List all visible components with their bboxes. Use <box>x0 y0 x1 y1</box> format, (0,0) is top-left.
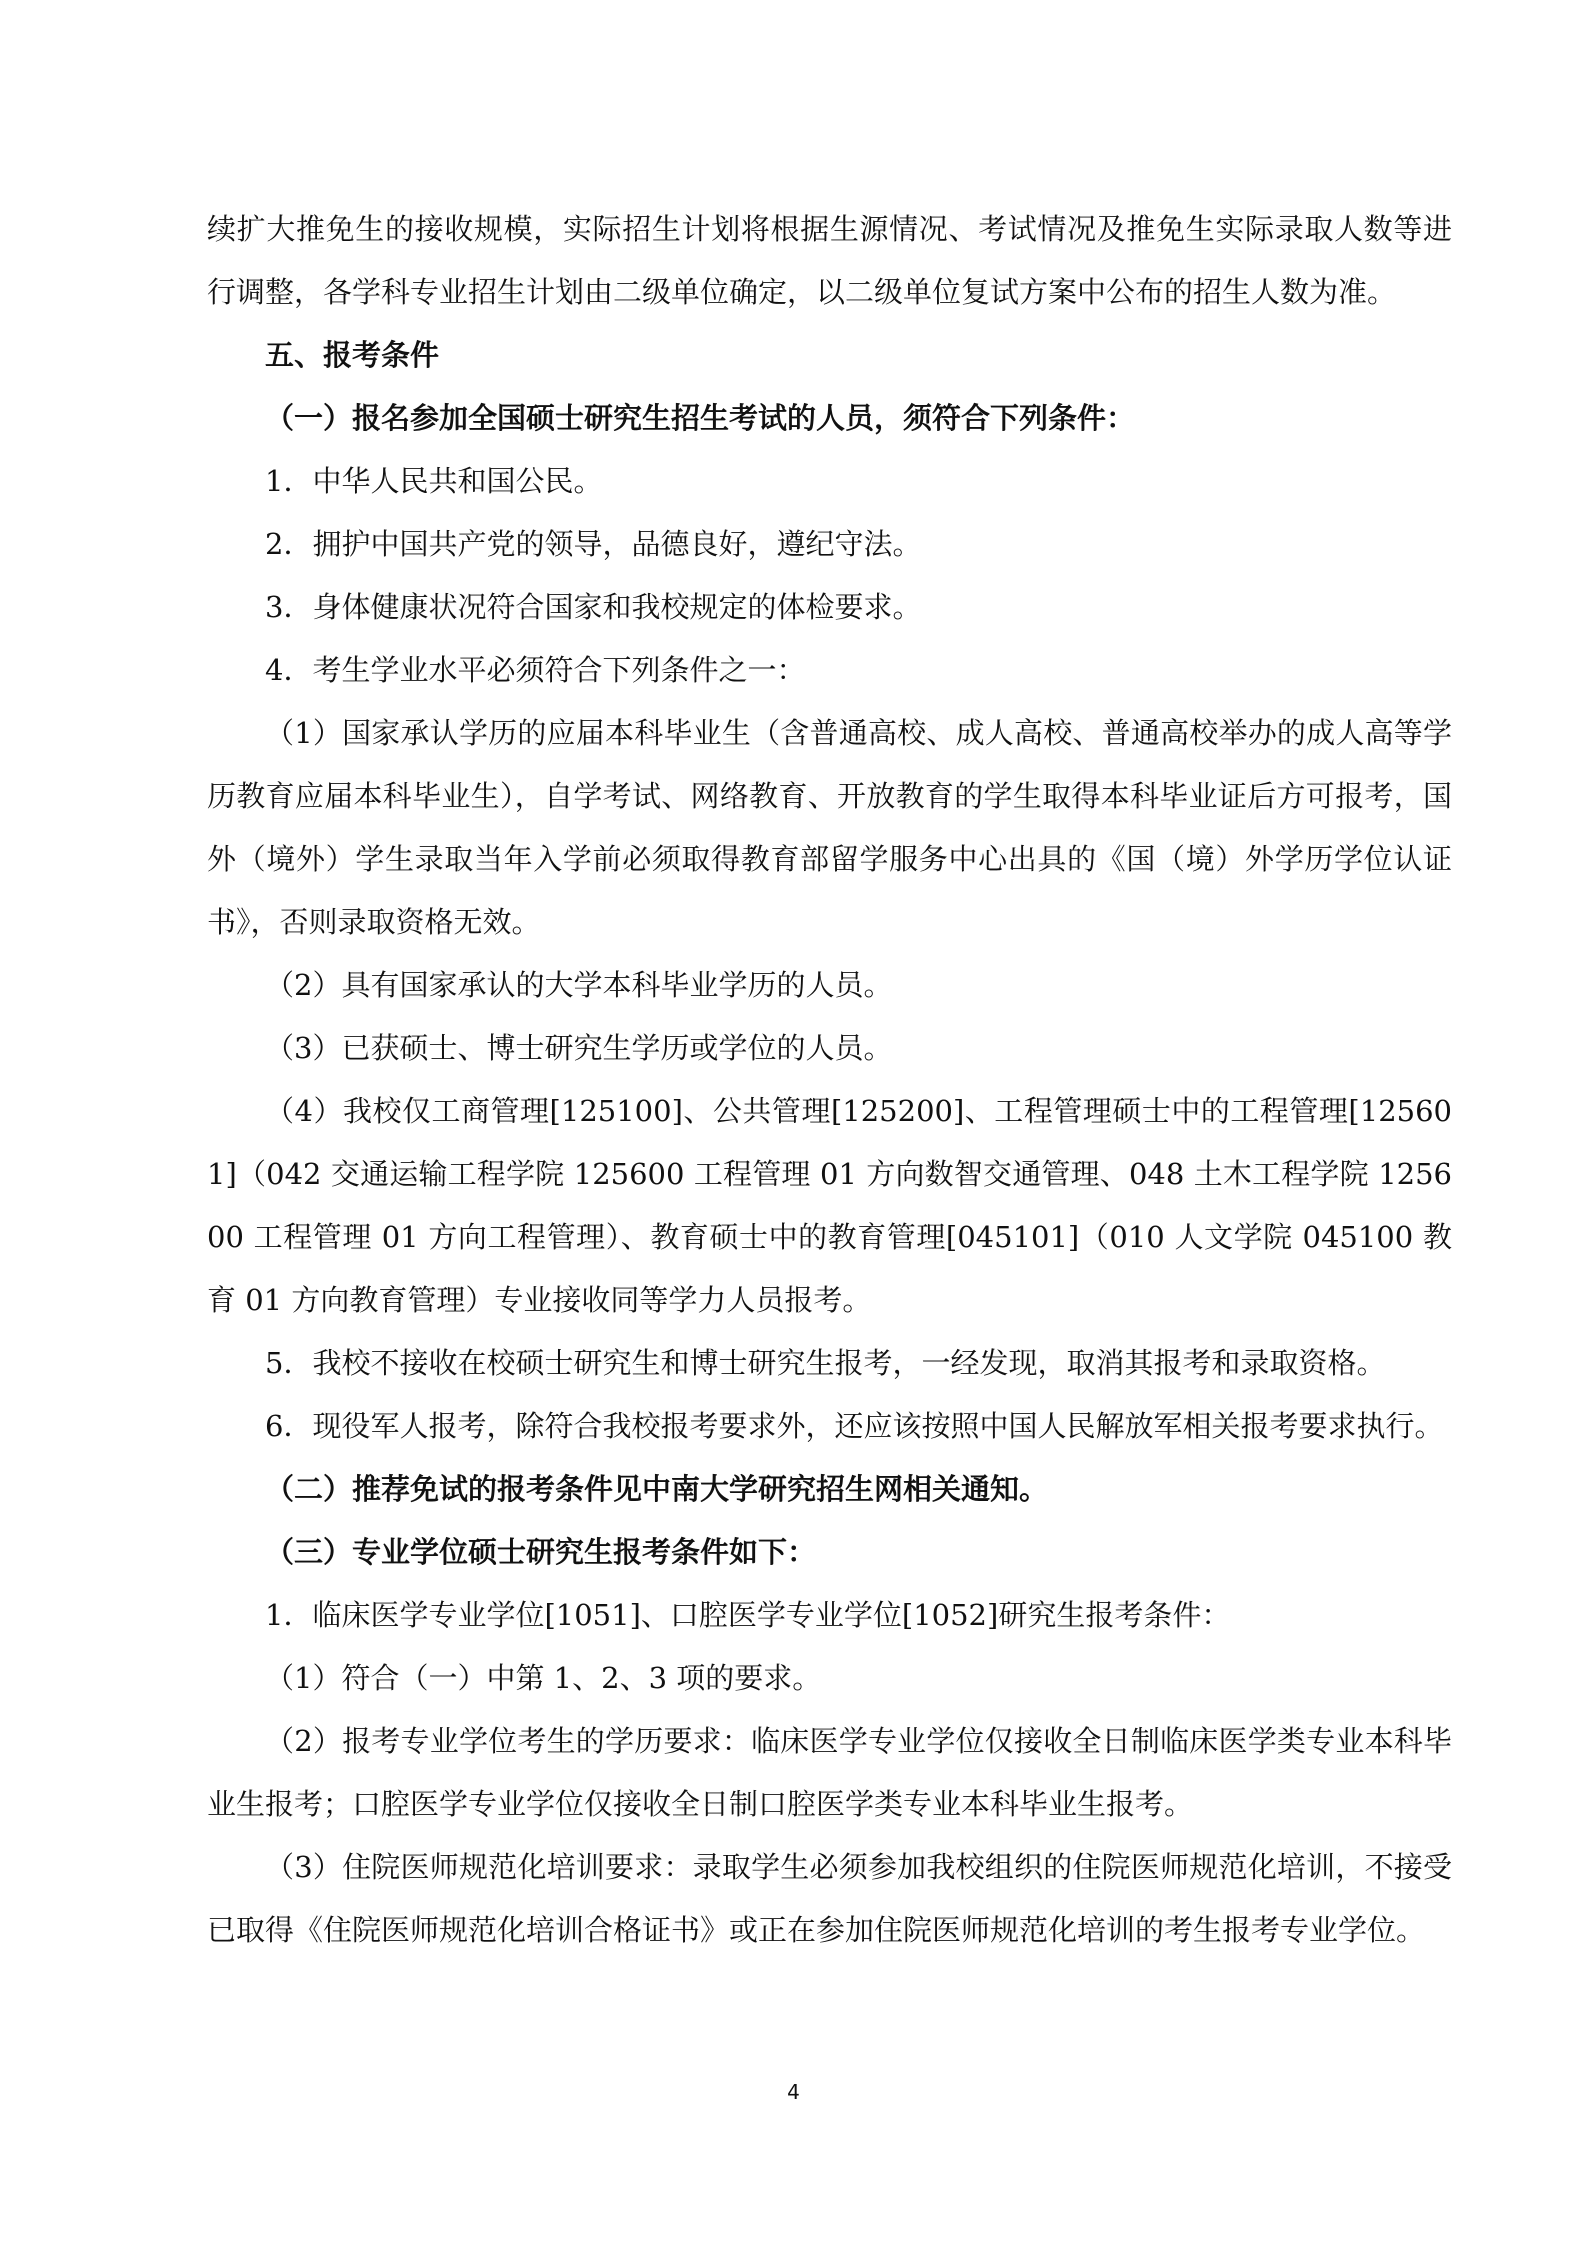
condition-medical-degrees: 1．临床医学专业学位[1051]、口腔医学专业学位[1052]研究生报考条件： <box>265 1598 1231 1632</box>
condition-medical-2: （2）报考专业学位考生的学历要求：临床医学专业学位仅接收全日制临床医学类专业本科毕业生报考；口腔医学专业学位仅接收全日制口腔医学类专业本科毕业生报考。 <box>207 1724 1452 1821</box>
section-heading-application-conditions: 五、报考条件 <box>265 338 440 372</box>
condition-academic-3: （3）已获硕士、博士研究生学历或学位的人员。 <box>265 1031 893 1065</box>
condition-conduct: 2．拥护中国共产党的领导，品德良好，遵纪守法。 <box>265 527 922 561</box>
condition-health: 3．身体健康状况符合国家和我校规定的体检要求。 <box>265 590 922 624</box>
subheading-national-exam-conditions: （一）报名参加全国硕士研究生招生考试的人员，须符合下列条件： <box>265 401 1136 435</box>
condition-academic-1: （1）国家承认学历的应届本科毕业生（含普通高校、成人高校、普通高校举办的成人高等学历教育应届本科毕业生），自学考试、网络教育、开放教育的学生取得本科毕业证后方可报考，国外（境外）学生录取当年入学前必须取得教育部留学服务中心出具的《国（境）外学历学位认证书》，否则录取资格无效。 <box>207 716 1452 939</box>
paragraph-continued-plan-note: 续扩大推免生的接收规模，实际招生计划将根据生源情况、考试情况及推免生实际录取人数等进行调整，各学科专业招生计划由二级单位确定，以二级单位复试方案中公布的招生人数为准。 <box>207 212 1452 309</box>
page-number: 4 <box>787 2080 800 2104</box>
condition-no-current-students: 5．我校不接收在校硕士研究生和博士研究生报考，一经发现，取消其报考和录取资格。 <box>265 1346 1386 1380</box>
condition-citizen: 1．中华人民共和国公民。 <box>265 464 603 498</box>
condition-medical-1: （1）符合（一）中第 1、2、3 项的要求。 <box>265 1661 822 1695</box>
condition-academic-2: （2）具有国家承认的大学本科毕业学历的人员。 <box>265 968 893 1002</box>
condition-military: 6．现役军人报考，除符合我校报考要求外，还应该按照中国人民解放军相关报考要求执行。 <box>265 1409 1444 1443</box>
condition-medical-3: （3）住院医师规范化培训要求：录取学生必须参加我校组织的住院医师规范化培训，不接受已取得《住院医师规范化培训合格证书》或正在参加住院医师规范化培训的考生报考专业学位。 <box>207 1850 1452 1947</box>
subheading-recommended-exempt: （二）推荐免试的报考条件见中南大学研究招生网相关通知。 <box>265 1472 1049 1506</box>
condition-academic-level: 4．考生学业水平必须符合下列条件之一： <box>265 653 806 687</box>
document-body <box>207 198 1452 1962</box>
subheading-professional-degree: （三）专业学位硕士研究生报考条件如下： <box>265 1535 817 1569</box>
condition-academic-4: （4）我校仅工商管理[125100]、公共管理[125200]、工程管理硕士中的工程管理[125601]（042 交通运输工程学院 125600 工程管理 01 方向数智交通管理、048 土木工程学院 125600 工程管理 01 方向工程管理）、教育硕士中的教育管理[045101]（010 人文学院 045100 教育 01 方向教育管理）专业接收同等学力人员报考。 <box>207 1094 1452 1317</box>
